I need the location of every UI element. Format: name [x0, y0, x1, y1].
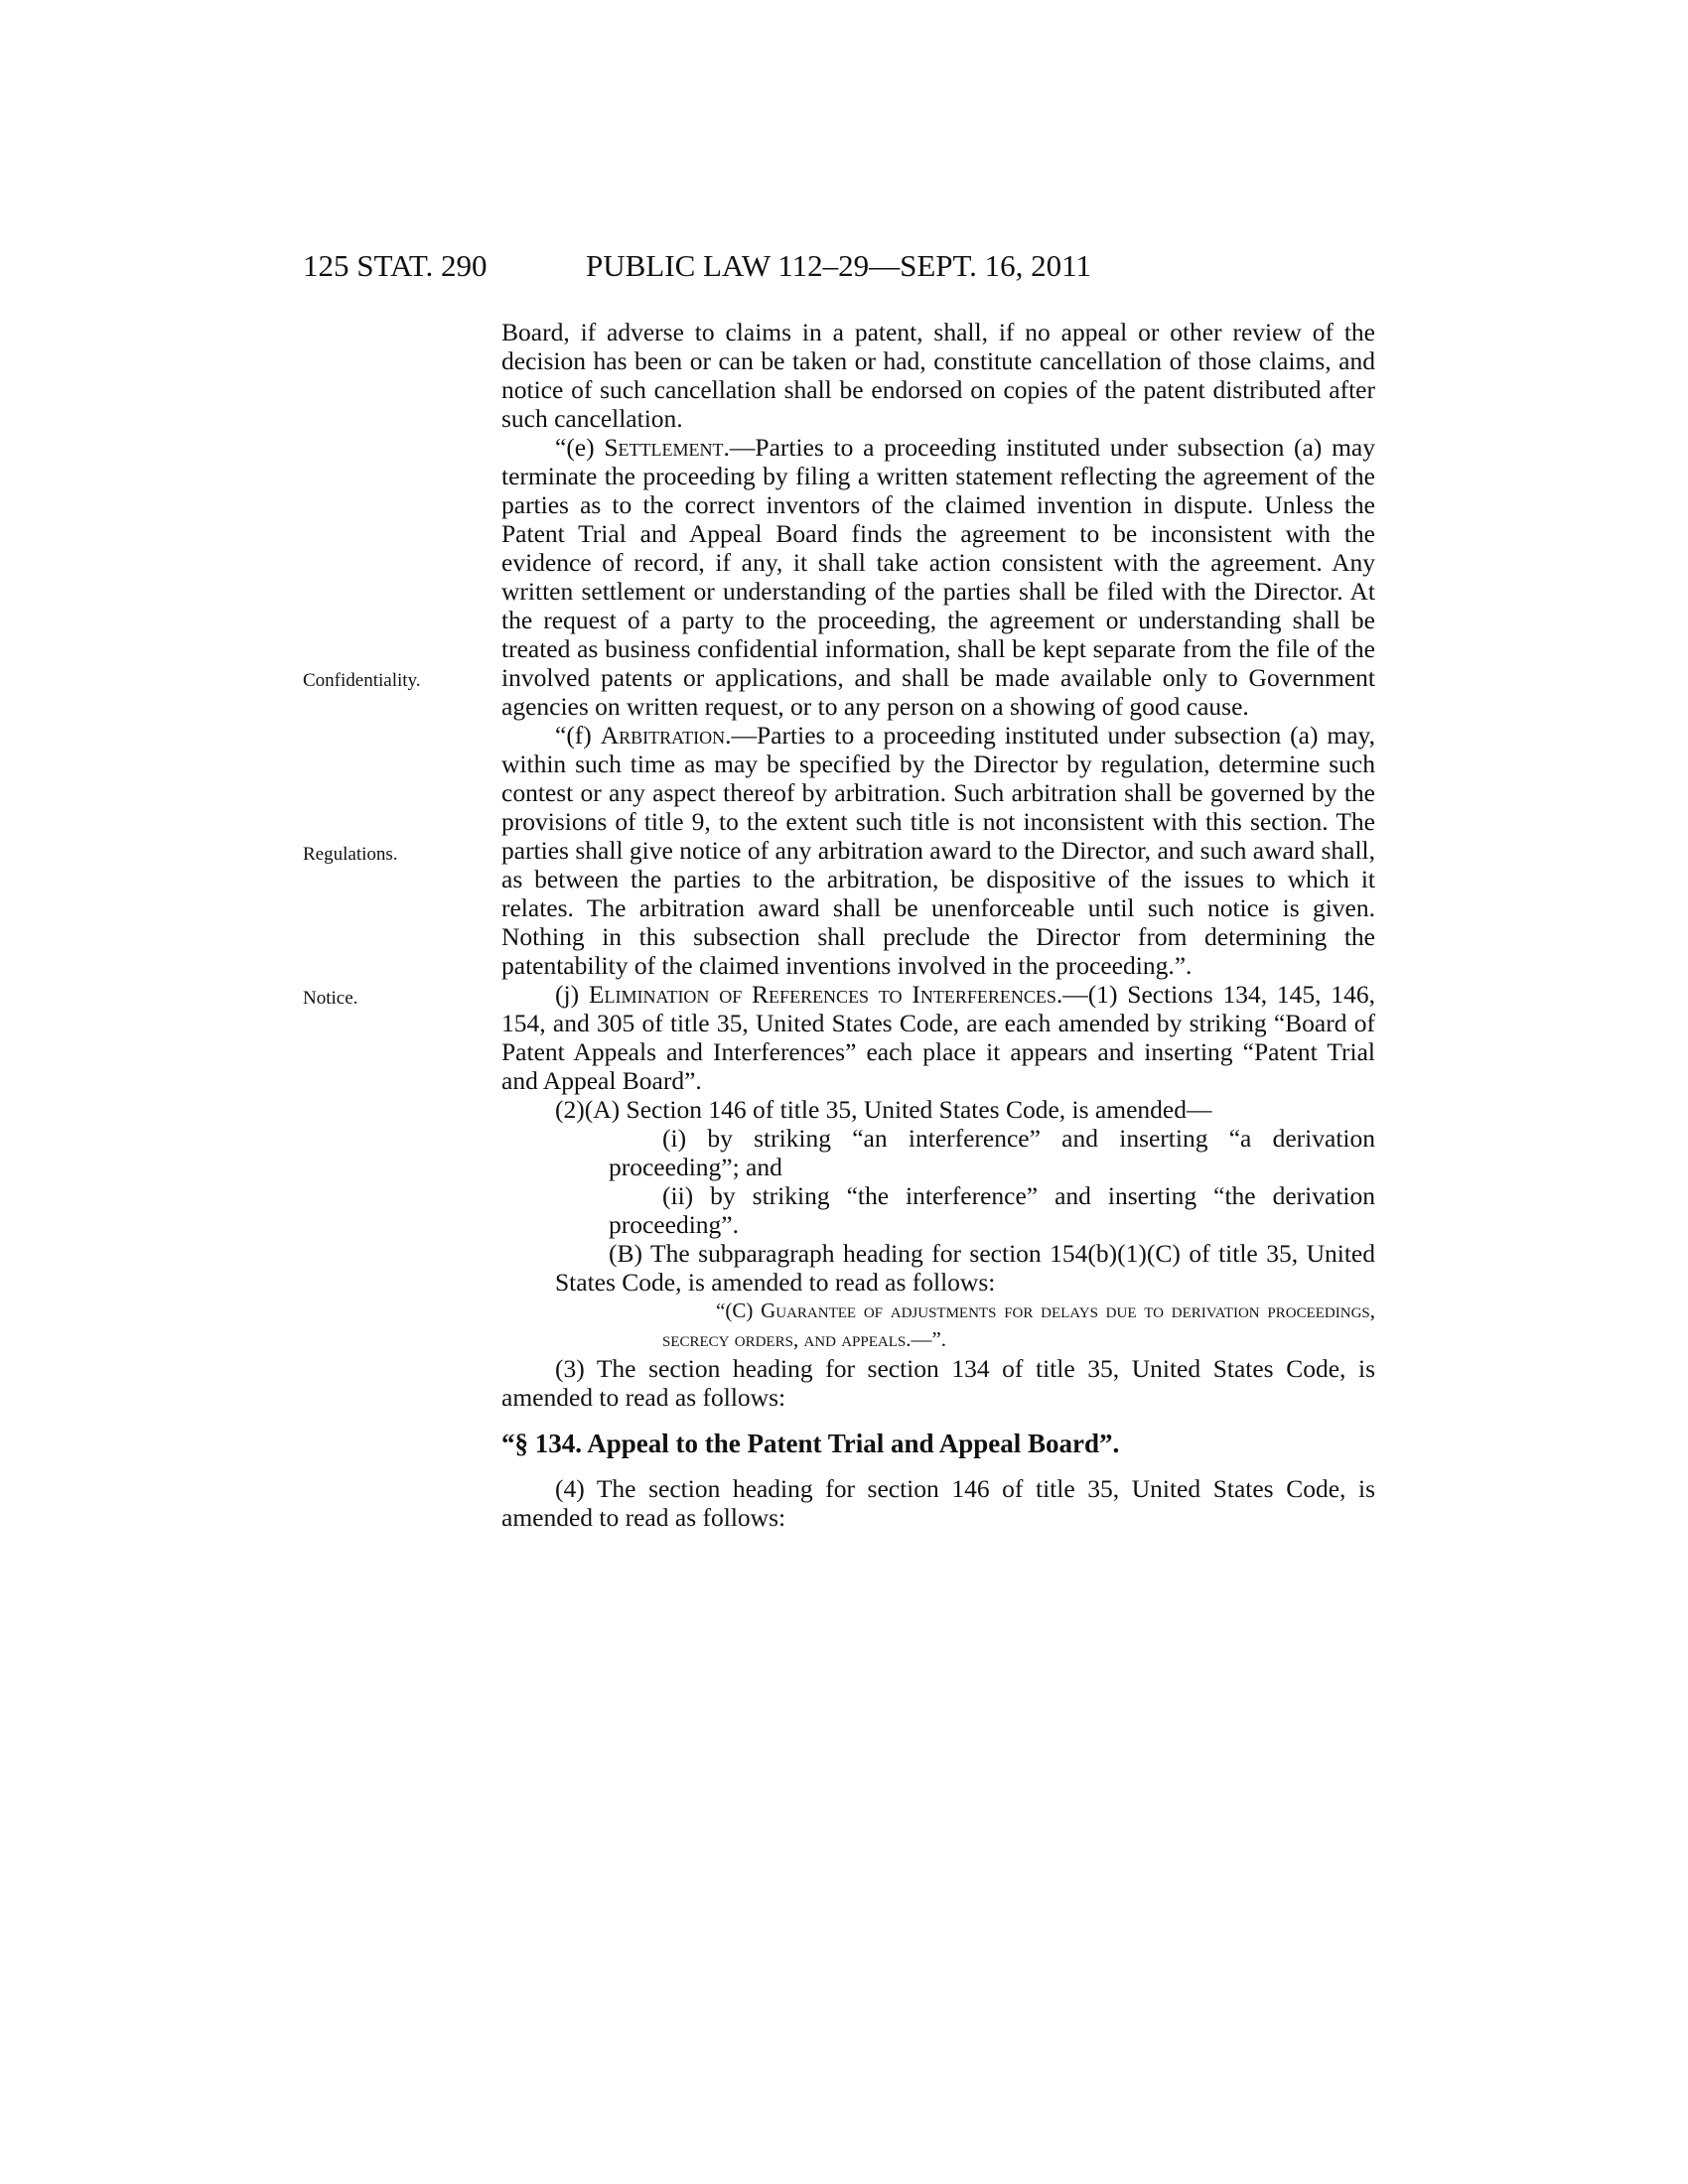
section-134-heading: “§ 134. Appeal to the Patent Trial and Appeal Board”. — [501, 1429, 1120, 1458]
elimination-lead: (j) — [555, 980, 589, 1009]
heading-c-end: .—”. — [906, 1327, 947, 1351]
margin-note-confidentiality: Confidentiality. — [303, 670, 421, 691]
paragraph-2a: (2)(A) Section 146 of title 35, United States Code, is amended— — [555, 1095, 1212, 1124]
clause-ii: (ii) by striking “the interference” and inserting “the derivation proceeding”. — [609, 1181, 1375, 1239]
margin-note-regulations: Regulations. — [303, 844, 398, 865]
settlement-caption: Settlement — [604, 433, 724, 462]
paragraph-3: (3) The section heading for section 134 of title 35, United States Code, is amended to read as follows: — [501, 1354, 1375, 1412]
settlement-lead: “(e) — [555, 433, 605, 462]
settlement-text: .—Parties to a proceeding instituted under subsection (a) may terminate the proceeding by filing a written statement reflecting the agreement of the parties as to the correct inventors of the claimed invention in dispute. Unless the Patent Trial and Appeal Board finds the agreement to be inconsistent with the evidence of record, if any, it shall take action consistent with the agreement. Any written settlement or understanding of the parties shall be filed with the Director. At the request of a party to the proceeding, the agreement or understanding shall be treated as business confidential information, shall be kept separate from the file of the involved patents or applications, and shall be made available only to Government agencies on written request, or to any person on a showing of good cause. — [501, 433, 1376, 721]
clause-i: (i) by striking “an interference” and inserting “a derivation proceeding”; and — [609, 1124, 1375, 1181]
paragraph-4: (4) The section heading for section 146 of title 35, United States Code, is amended to read as follows: — [501, 1474, 1375, 1532]
paragraph-arbitration — [501, 721, 1375, 980]
heading-c-lead: “(C) — [716, 1298, 762, 1322]
heading-c-caption: Guarantee of adjustments for delays due to derivation proceedings, secrecy orders, and appeals — [662, 1298, 1375, 1351]
margin-note-notice: Notice. — [303, 988, 358, 1009]
statute-body — [501, 318, 1375, 1532]
public-law-header: PUBLIC LAW 112–29—SEPT. 16, 2011 — [586, 248, 1092, 283]
page-stat-number: 125 STAT. 290 — [303, 248, 488, 283]
paragraph-elimination-references — [501, 980, 1375, 1095]
arbitration-text: .—Parties to a proceeding instituted under subsection (a) may, within such time as may be specified by the Director by regulation, determine such contest or any aspect thereof by arbitration. Such arbitration shall be governed by the provisions of title 9, to the extent such title is not inconsistent with this section. The parties shall give notice of any arbitration award to the Director, and such award shall, as between the parties to the arbitration, be dispositive of the issues to which it relates. The arbitration award shall be unenforceable until such notice is given. Nothing in this subsection shall preclude the Director from determining the patentability of the claimed inventions involved in the proceeding.”. — [501, 721, 1376, 980]
arbitration-caption: Arbitration — [600, 721, 726, 750]
subparagraph-heading-c — [501, 1297, 1375, 1354]
paragraph-settlement — [501, 433, 1375, 721]
paragraph-board-cancellation: Board, if adverse to claims in a patent, shall, if no appeal or other review of the decision has been or can be taken or had, constitute cancellation of those claims, and notice of such cancellation shall be endorsed on copies of the patent distributed after such cancellation. — [501, 318, 1375, 433]
elimination-caption: Elimination of References to Interferences — [588, 980, 1056, 1009]
elimination-text: .—(1) Sections 134, 145, 146, 154, and 305 of title 35, United States Code, are each amended by striking “Board of Patent Appeals and Interferences” each place it appears and inserting “Patent Trial and Appeal Board”. — [501, 980, 1375, 1095]
arbitration-lead: “(f) — [555, 721, 601, 750]
subparagraph-b: (B) The subparagraph heading for section 154(b)(1)(C) of title 35, United States Code, is amended to read as follows: — [555, 1239, 1375, 1297]
